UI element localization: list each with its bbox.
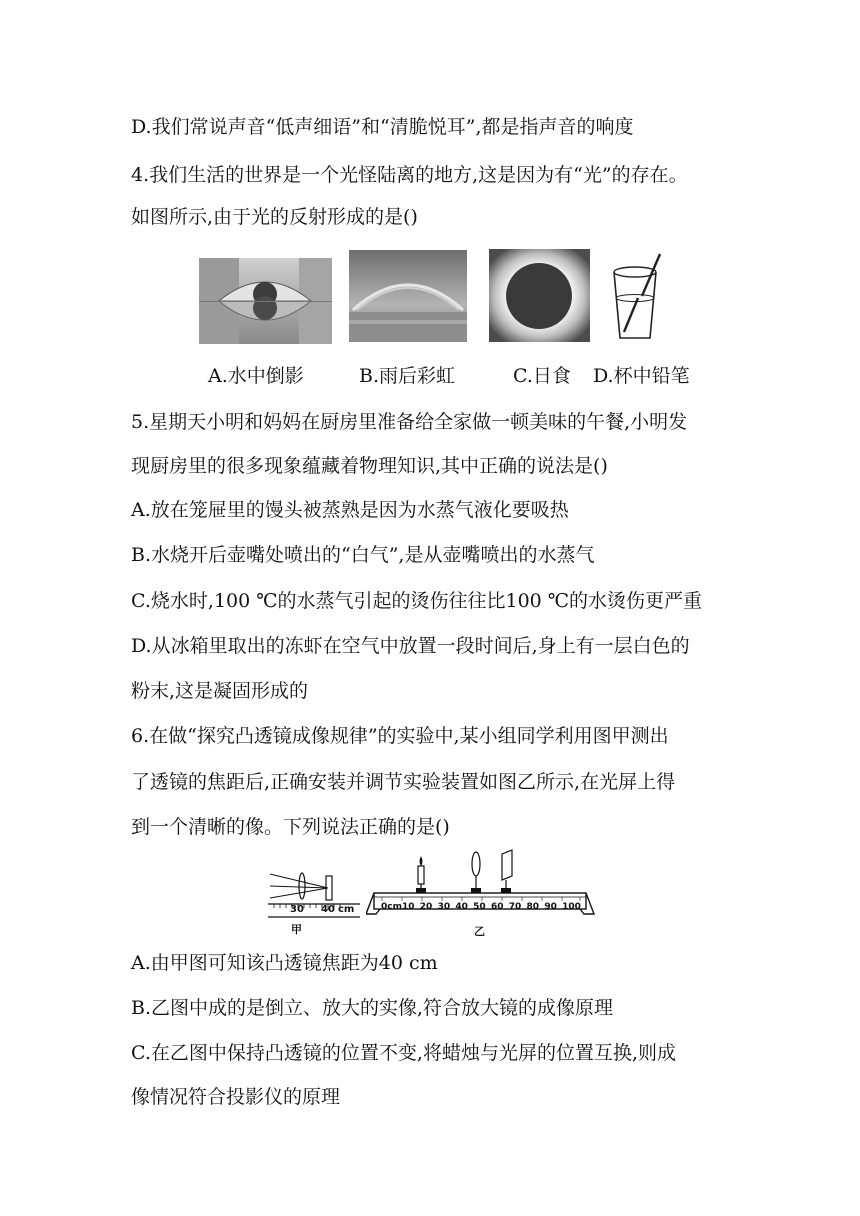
jia-unit: cm	[338, 904, 355, 915]
yi-scale-40: 40	[455, 902, 468, 912]
q6-stem-line3: 到一个清晰的像。下列说法正确的是()	[131, 816, 450, 838]
q5-option-d-line1: D.从冰箱里取出的冻虾在空气中放置一段时间后,身上有一层白色的	[131, 635, 690, 657]
q5-option-a: A.放在笼屉里的馒头被蒸熟是因为水蒸气液化要吸热	[131, 499, 569, 521]
q4-option-d: D.杯中铅笔	[593, 365, 690, 387]
figure-jia-focal-measurement	[268, 858, 364, 934]
q6-stem-line1: 6.在做“探究凸透镜成像规律”的实验中,某小组同学利用图甲测出	[131, 725, 669, 747]
yi-scale-50: 50	[473, 902, 486, 912]
yi-scale-0: 0cm10	[381, 902, 415, 912]
q6-option-a: A.由甲图可知该凸透镜焦距为40 cm	[131, 952, 438, 974]
jia-tick-30: 30	[290, 904, 304, 915]
q4-option-a: A.水中倒影	[208, 365, 304, 387]
yi-scale-20: 20	[419, 902, 433, 912]
jia-label: 甲	[291, 923, 302, 936]
q4-stem-line2: 如图所示,由于光的反射形成的是()	[131, 206, 418, 228]
rainbow-photo	[349, 250, 467, 342]
q6-option-c-line1: C.在乙图中保持凸透镜的位置不变,将蜡烛与光屏的位置互换,则成	[131, 1042, 676, 1064]
q5-option-b: B.水烧开后壶嘴处喷出的“白气”,是从壶嘴喷出的水蒸气	[131, 544, 595, 566]
q4-stem-line1: 4.我们生活的世界是一个光怪陆离的地方,这是因为有“光”的存在。	[131, 164, 688, 186]
yi-scale-90: 90	[544, 902, 557, 912]
pencil-in-cup-drawing	[608, 252, 666, 344]
yi-scale	[381, 902, 581, 912]
bridge-reflection-photo	[199, 258, 332, 344]
yi-scale-100: 100	[562, 902, 581, 912]
q3-option-d: D.我们常说声音“低声细语”和“清脆悦耳”,都是指声音的响度	[131, 116, 634, 138]
q5-option-d-line2: 粉末,这是凝固形成的	[131, 680, 309, 702]
q5-stem-line1: 5.星期天小明和妈妈在厨房里准备给全家做一顿美味的午餐,小明发	[131, 411, 688, 433]
yi-scale-30: 30	[437, 902, 451, 912]
q6-option-b: B.乙图中成的是倒立、放大的实像,符合放大镜的成像原理	[131, 997, 614, 1019]
q6-stem-line2: 了透镜的焦距后,正确安装并调节实验装置如图乙所示,在光屏上得	[131, 771, 676, 793]
q4-option-b: B.雨后彩虹	[359, 365, 456, 387]
yi-scale-80: 80	[526, 902, 540, 912]
solar-eclipse-photo	[489, 249, 590, 342]
yi-label: 乙	[474, 925, 485, 938]
q5-stem-line2: 现厨房里的很多现象蕴藏着物理知识,其中正确的说法是()	[131, 455, 608, 477]
yi-scale-70: 70	[508, 902, 522, 912]
q5-option-c: C.烧水时,100 ℃的水蒸气引起的烫伤往往比100 ℃的水烫伤更严重	[131, 590, 703, 612]
q4-option-c: C.日食	[513, 365, 571, 387]
jia-tick-40: 40	[321, 904, 335, 915]
q6-option-c-line2: 像情况符合投影仪的原理	[131, 1086, 341, 1108]
yi-scale-60: 60	[490, 902, 504, 912]
